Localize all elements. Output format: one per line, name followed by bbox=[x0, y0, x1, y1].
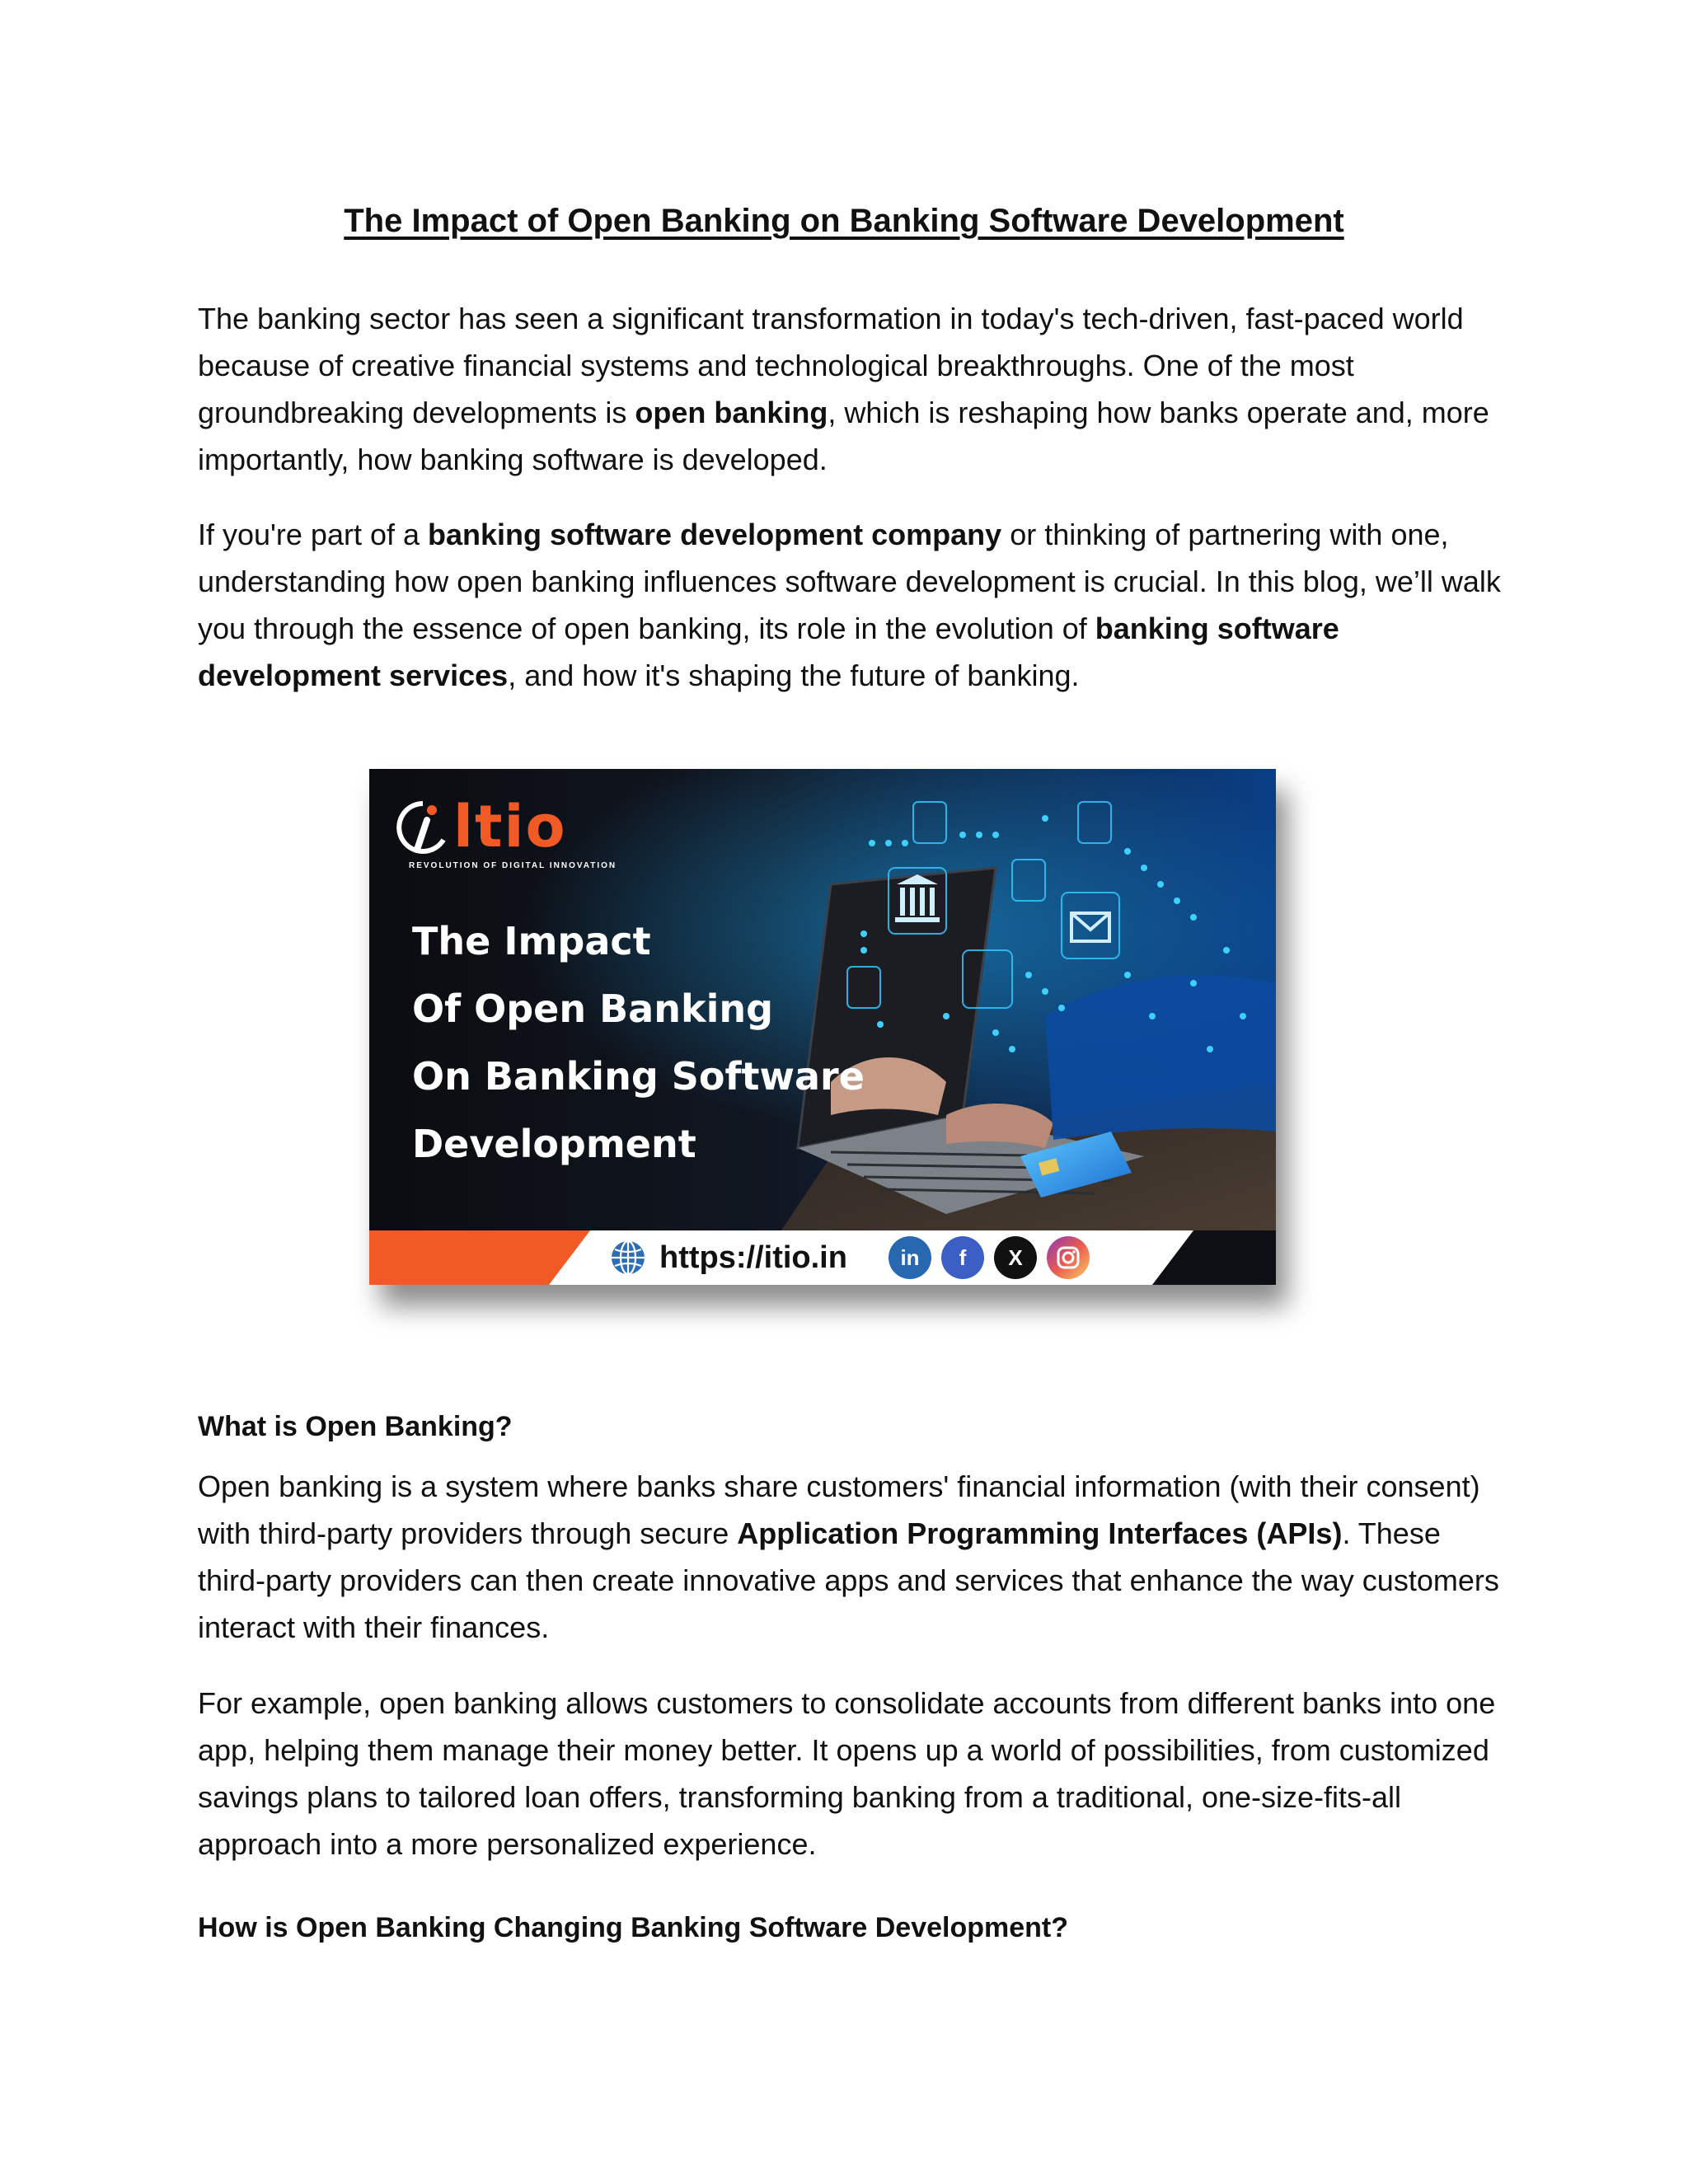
globe-icon bbox=[608, 1238, 648, 1277]
intro-paragraph-1 bbox=[198, 295, 1508, 483]
banner-headline-line: On Banking Software bbox=[412, 1054, 865, 1099]
banner-url bbox=[608, 1230, 847, 1285]
text-run: If you're part of a bbox=[198, 518, 429, 551]
instagram-icon bbox=[1047, 1236, 1090, 1279]
text-run: Open banking is a system where banks share customers' financial information (with their consent) with third-party providers through secure bbox=[198, 1469, 1480, 1550]
instagram-glyph-icon bbox=[1056, 1245, 1081, 1270]
banner-canvas bbox=[369, 769, 1276, 1285]
bold-run: banking software development company bbox=[428, 518, 1002, 551]
intro-paragraph-2 bbox=[198, 511, 1508, 699]
section1-paragraph-1 bbox=[198, 1463, 1508, 1651]
x-icon: X bbox=[994, 1236, 1037, 1279]
banner-headline-line: The Impact bbox=[412, 919, 651, 963]
itio-logo-mark-icon bbox=[394, 799, 452, 856]
logo-wordmark: ltio bbox=[453, 793, 567, 860]
banner-url-text: https://itio.in bbox=[659, 1240, 847, 1275]
itio-logo bbox=[394, 794, 658, 876]
text-run: , and how it's shaping the future of banking. bbox=[508, 658, 1080, 692]
banner-headline-line: Of Open Banking bbox=[412, 987, 774, 1031]
facebook-icon: f bbox=[941, 1236, 984, 1279]
bold-run: Application Programming Interfaces (APIs) bbox=[737, 1516, 1343, 1550]
social-icons bbox=[889, 1236, 1100, 1279]
text-run: or thinking of partnering with one, understanding how open banking influences software development is crucial. In this blog, we’ll walk you through the essence of open banking, its role in the evolution of bbox=[198, 518, 1501, 645]
section-heading-how-is-open-banking-changing: How is Open Banking Changing Banking Software Development? bbox=[198, 1912, 1068, 1943]
text-run: , which is reshaping how banks operate and, more importantly, how banking software is developed. bbox=[198, 396, 1489, 476]
banner-headline bbox=[412, 907, 874, 1178]
section-heading-what-is-open-banking: What is Open Banking? bbox=[198, 1411, 513, 1442]
text-run: . These third-party providers can then create innovative apps and services that enhance the way customers interact with their finances. bbox=[198, 1516, 1499, 1644]
section1-paragraph-2: For example, open banking allows customers to consolidate accounts from different banks into one app, helping them manage their money better. It opens up a world of possibilities, from customized savings plans to tailored loan offers, transforming banking from a traditional, one-size-fits-all approach into a more personalized experience. bbox=[198, 1686, 1496, 1861]
logo-tagline: REVOLUTION OF DIGITAL INNOVATION bbox=[409, 861, 617, 870]
text-run: The banking sector has seen a significant transformation in today's tech-driven, fast-paced world because of creative financial systems and technological breakthroughs. One of the most groundbreaking developments is bbox=[198, 302, 1464, 429]
article-banner-image bbox=[369, 769, 1276, 1285]
bold-run: banking software development services bbox=[198, 612, 1339, 692]
bold-run: open banking bbox=[635, 396, 828, 429]
linkedin-icon: in bbox=[889, 1236, 931, 1279]
document-title: The Impact of Open Banking on Banking Software Development bbox=[344, 203, 1344, 239]
banner-headline-line: Development bbox=[412, 1122, 696, 1166]
